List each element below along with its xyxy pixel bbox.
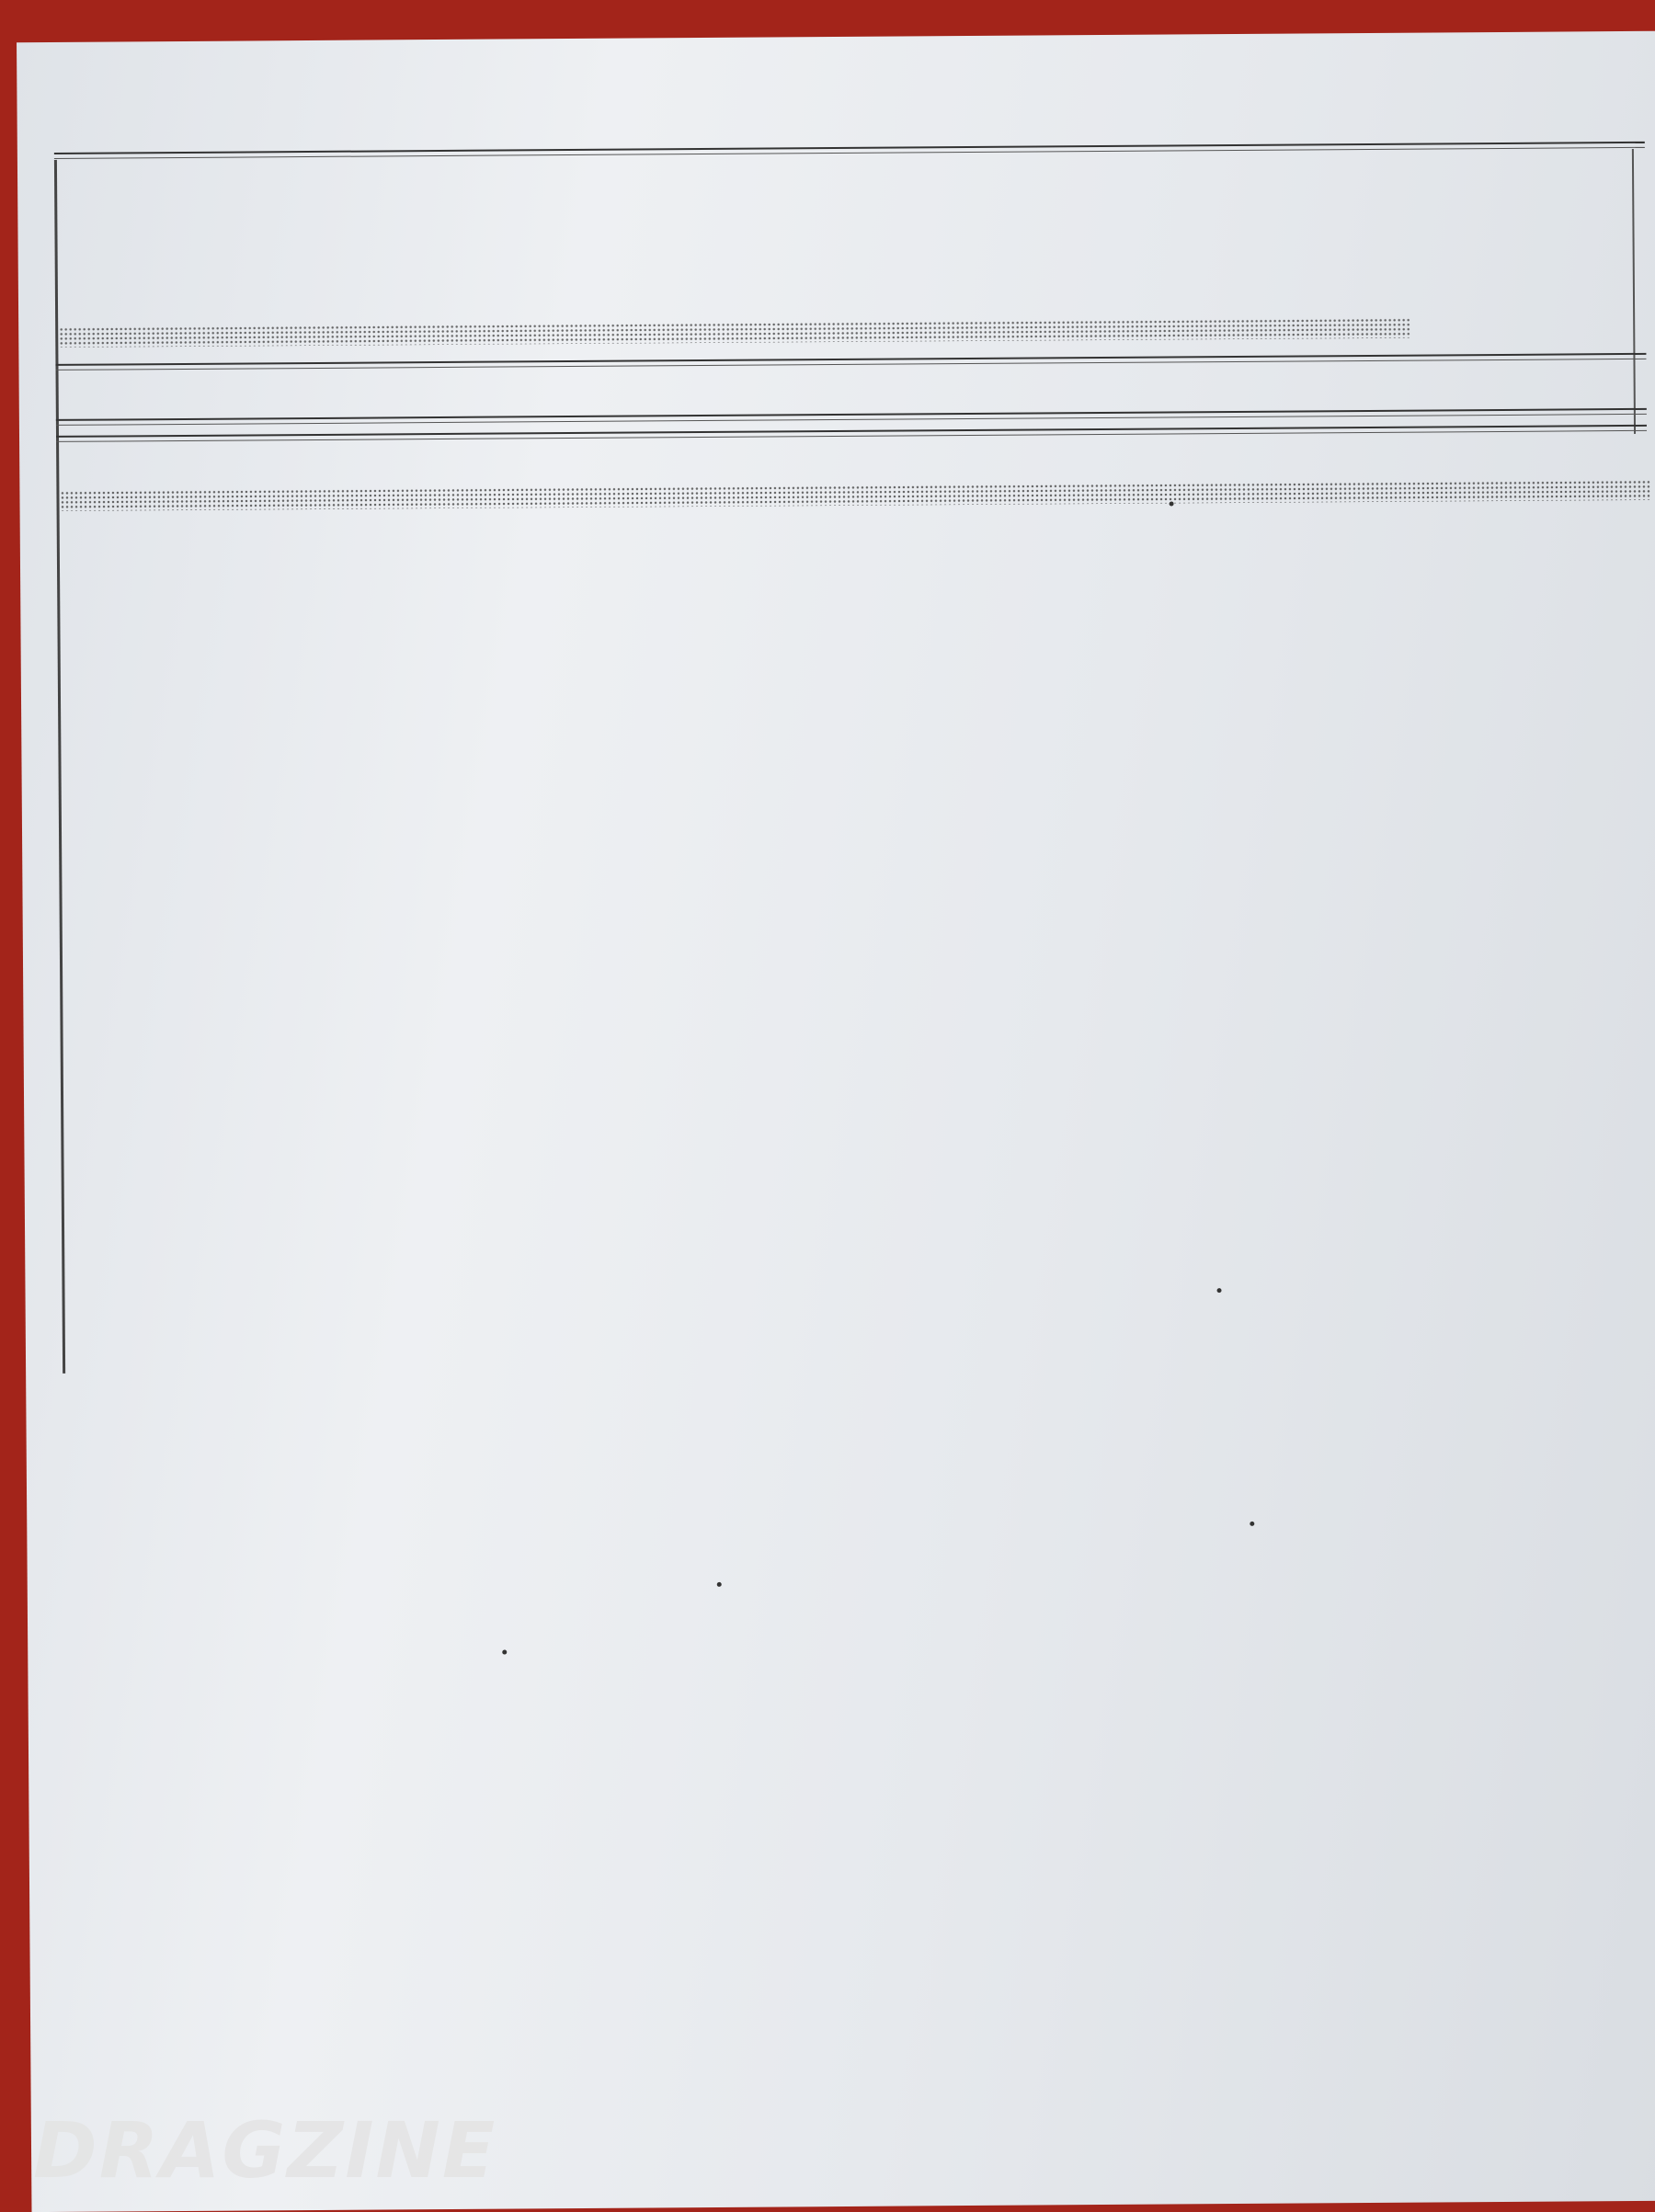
page-title [17,213,1655,225]
paper-speck [1250,1522,1254,1526]
paper-speck [1170,501,1174,506]
results-table [17,31,1655,42]
round-dotted-band [60,480,1650,511]
results-sheet [17,31,1655,2212]
column-headers [17,31,1655,42]
header-bottom-rule [56,408,1647,426]
dotted-band [59,318,1410,348]
dragzine-logo: DRAGZINE [33,2105,496,2195]
header-bottom-rule-2 [56,425,1647,442]
header-top-rule [55,353,1646,371]
frame-top-border [54,142,1645,159]
paper-speck [502,1650,507,1655]
paper-speck [717,1582,722,1587]
frame-right-border [1632,149,1636,434]
paper-speck [1217,1288,1222,1293]
